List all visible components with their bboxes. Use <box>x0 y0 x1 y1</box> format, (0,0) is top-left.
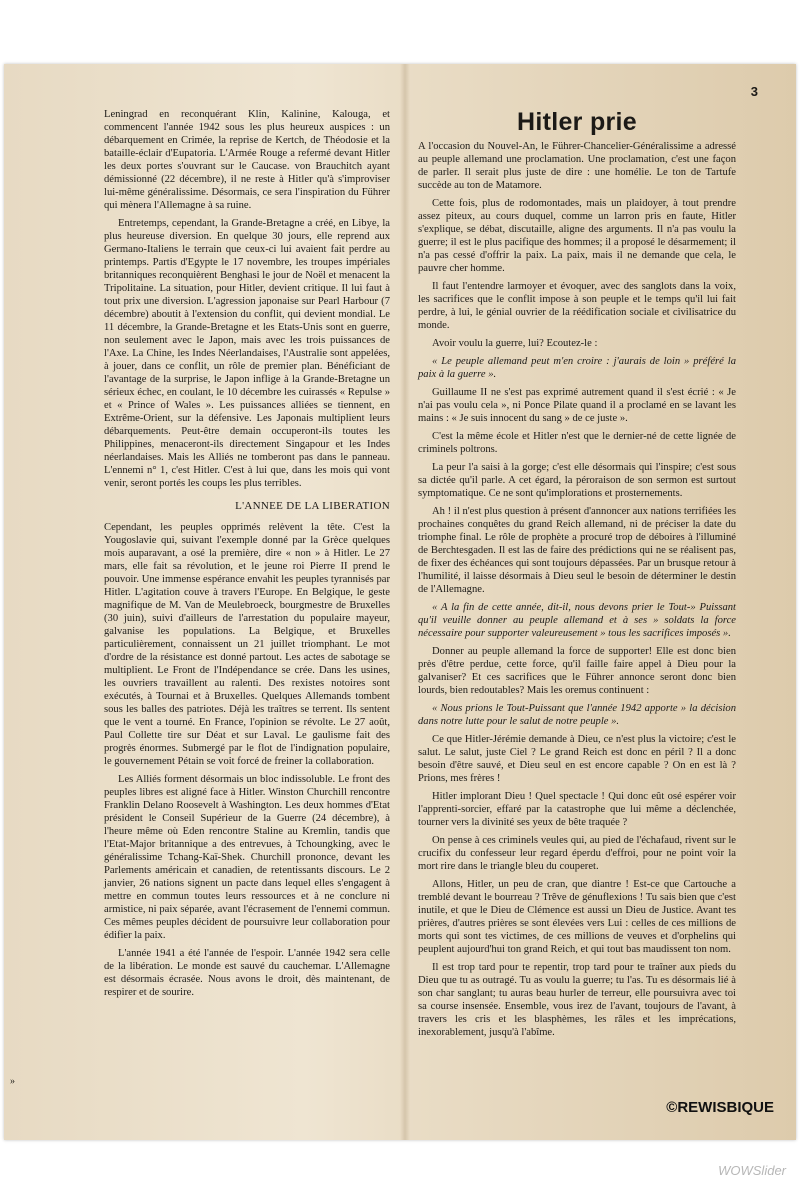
paragraph: Leningrad en reconquérant Klin, Kalinine, Kalouga, et commencent l'année 1942 sous les plus heureux auspices : un débarquement en Crimée, la reprise de Kertch, de Théodosie et la bataille-éclair d'Eupatoria. L'Armée Rouge a refermé devant Hitler les deux portes s'ouvrant sur le Caucase. von Brauchitch ayant démissionné (22 décembre), il ne reste à Hitler qu'à s'improviser lui-même généralissime. Désormais, ce sera l'inspiration du Führer qui mènera l'Allemagne à sa ruine. <box>104 109 390 211</box>
paragraph: Guillaume II ne s'est pas exprimé autrement quand il s'est écrié : « Je n'ai pas voulu cela », ni Ponce Pilate quand il a proclamé en se lavant les mains : « Je suis innocent du sang » de ce juste ». <box>418 387 736 424</box>
slider-logo: WOWSlider <box>718 1163 786 1178</box>
paragraph: « Le peuple allemand peut m'en croire : j'aurais de loin » préféré la paix à la guerre ». <box>418 356 736 380</box>
paragraph: « Nous prions le Tout-Puissant que l'année 1942 apporte » la décision dans notre lutte pour le salut de notre peuple ». <box>418 703 736 727</box>
copyright-watermark: ©REWISBIQUE <box>666 1099 774 1116</box>
paragraph: Entretemps, cependant, la Grande-Bretagne a créé, en Libye, la plus heureuse diversion. En quelque 30 jours, elle reprend aux Germano-Italiens le terrain que ceux-ci lui avaient fait perdre au printemps. Partis d'Egypte le 17 novembre, les troupes impériales britanniques reconquièrent Benghasi le jour de Noël et menacent la Tripolitaine. La situation, pour Hitler, devient critique. Il lui faut à tout prix une diversion. L'agression japonaise sur Pearl Harbour (7 décembre) aboutit à l'extension du conflit, qui devient mondial. Le 11 décembre, la Grande-Bretagne et les Etats-Unis sont en guerre, non seulement avec le Japon, mais avec les trois puissances de l'Axe. La Chine, les Indes Néerlandaises, l'Australie sont appelées, à jouer, dans ce conflit, un rôle de premier plan. Bénéficiant de l'avantage de la surprise, le Japon inflige à la Grande-Bretagne un sérieux échec, en coulant, le 10 décembre les cuirassés « Repulse » et « Prince of Wales ». Les puissances alliées se tiennent, en Extrême-Orient, sur la défensive. Les Japonais multiplient leurs débarquements. Peut-être demain occuperont-ils toutes les Philippines, menaceront-ils directement Singapour et les Indes néerlandaises. Mais les Alliés ne tomberont pas dans le panneau. L'ennemi n° 1, c'est Hitler. C'est à lui que, dans les mois qui vont venir, seront portés les coups les plus terribles. <box>104 218 390 489</box>
right-column <box>418 108 736 1044</box>
paragraph: A l'occasion du Nouvel-An, le Führer-Chancelier-Généralissime a adressé au peuple allemand une proclamation. Une proclamation, c'est une façon de parler. Il serait plus juste de dire : une homélie. Le ton de Tartufe succède au ton de Matamore. <box>418 141 736 191</box>
page-fold <box>400 64 410 1140</box>
article-title: Hitler prie <box>517 108 637 136</box>
paragraph: C'est la même école et Hitler n'est que le dernier-né de cette lignée de criminels poltrons. <box>418 431 736 455</box>
paragraph: Hitler implorant Dieu ! Quel spectacle ! Qui donc eût osé espérer voir l'apprenti-sorcier, effaré par la catastrophe que lui même a déclenchée, tourner vers la divinité ses yeux de bête traquée ? <box>418 791 736 828</box>
paragraph: « A la fin de cette année, dit-il, nous devons prier le Tout-» Puissant qu'il veuille donner au peuple allemand et à ses » soldats la force nécessaire pour supporter valeureusement » tous les sacrifices imposés ». <box>418 602 736 639</box>
paragraph: Il est trop tard pour te repentir, trop tard pour te traîner aux pieds du Dieu que tu as outragé. Tu as voulu la guerre; tu l'as. Tu es désormais lié à son char sanglant; tu auras beau hurler de terreur, elle poursuivra avec toi sa course insensée. Ensemble, vous irez de l'avant, toujours de l'avant, à travers les cris et les blasphèmes, les râles et les imprécations, inexorablement, jusqu'à l'abîme. <box>418 962 736 1038</box>
margin-mark: » <box>10 1076 15 1087</box>
paragraph: Allons, Hitler, un peu de cran, que diantre ! Est-ce que Cartouche a tremblé devant le bourreau ? Trêve de génuflexions ! Tu sais bien que c'est inutile, et que le Dieu de Clémence est aussi un Dieu de Justice. Avant tes prières, d'autres prières se sont élevées vers Lui : celles de ces millions de morts qui sont tes victimes, de ces millions de veuves et d'orphelins qui peuplent aujourd'hui ton grand Reich, et qui tout bas maudissent ton nom. <box>418 879 736 955</box>
newspaper-page <box>4 64 796 1140</box>
paragraph: Cette fois, plus de rodomontades, mais un plaidoyer, à tout prendre assez piteux, au cours duquel, comme un larron pris en faute, Hitler s'explique, se débat, discutaille, aligne des arguments. Il n'a pas voulu la guerre; il est le plus pacifique des hommes; il a proposé le désarmement; il n'a pas cessé d'offrir la paix. La paix, mais il ne demande que cela, le pauvre cher homme. <box>418 198 736 274</box>
left-paragraphs <box>104 108 390 490</box>
paragraph: Ah ! il n'est plus question à présent d'annoncer aux nations terrifiées les prochaines conquêtes du grand Reich allemand, ni de préciser la date du triomphe final. Le rôle de prophète a procuré trop de déboires à l'illuminé de Berchtesgaden. Il est las de faire des prédictions qui ne se réalisent pas, de fixer des échéances qui sont toujours dépassées. Par un brusque retour à l'humilité, il laisse désormais à Dieu seul le besoin de déterminer le destin de l'Allemagne. <box>418 506 736 595</box>
paragraph: La peur l'a saisi à la gorge; c'est elle désormais qui l'inspire; c'est sous sa dictée qu'il parle. A cet égard, la péroraison de son sermon est surtout symptomatique. Ce ne sont qu'implorations et prosternements. <box>418 462 736 499</box>
paragraph: L'année 1941 a été l'année de l'espoir. L'année 1942 sera celle de la libération. Le monde est sauvé du cauchemar. L'Allemagne est désormais écrasée. Nous avons le droit, dès maintenant, de respirer et de sourire. <box>104 948 390 998</box>
paragraph: Donner au peuple allemand la force de supporter! Elle est donc bien près d'être perdue, cette force, qu'il faille faire appel à Dieu pour la galvaniser? Et ces sacrifices que le Führer annonce seront donc bien lourds, bien redoutables? Mais les oremus continuent : <box>418 646 736 696</box>
left-paragraphs-after <box>104 521 390 999</box>
paragraph: Les Alliés forment désormais un bloc indissoluble. Le front des peuples libres est aligné face à Hitler. Winston Churchill rencontre Franklin Delano Roosevelt à Washington. Les deux hommes d'Etat président le Conseil Supérieur de la Guerre (24 décembre), à l'heure même où Eden rencontre Staline au Kremlin, tandis que l'Etat-Major britannique a des entrevues, à Tchoungking, avec le généralissime Tchang-Kaï-Shek. Churchill prononce, devant les Parlements américain et canadien, de retentissants discours. Le 2 janvier, 26 nations signent un pacte dans lequel elles s'engagent à mettre en commun toutes leurs ressources et à ne conclure ni armistice, ni paix séparée, avant l'écrasement de l'ennemi commun. Ces mêmes peuples décident de poursuivre leur collaboration pour édifier la paix. <box>104 774 390 941</box>
page-number: 3 <box>750 84 758 99</box>
right-paragraphs <box>418 140 736 1039</box>
paragraph: Avoir voulu la guerre, lui? Ecoutez-le : <box>432 338 598 349</box>
paragraph: Il faut l'entendre larmoyer et évoquer, avec des sanglots dans la voix, les sacrifices que le conflit impose à son peuple et le temps qu'il lui fait perdre, à lui, le génial ouvrier de la réédification sociale et civilisatrice du monde. <box>418 281 736 331</box>
section-heading: L'ANNEE DE LA LIBERATION <box>235 500 390 512</box>
left-column <box>104 108 390 1004</box>
paragraph: Ce que Hitler-Jérémie demande à Dieu, ce n'est plus la victoire; c'est le salut. Le salut, juste Ciel ? Le grand Reich est donc en péril ? Il a donc besoin d'être sauvé, et Dieu seul en est encore capable ? On en est là ? Prions, mes frères ! <box>418 734 736 784</box>
paragraph: On pense à ces criminels veules qui, au pied de l'échafaud, rivent sur le crucifix du confesseur leur regard éperdu d'effroi, pour ne point voir la mort rire dans le triangle bleu du couperet. <box>418 835 736 872</box>
paragraph: Cependant, les peuples opprimés relèvent la tête. C'est la Yougoslavie qui, suivant l'exemple donné par la Grèce quelques mois auparavant, a osé la première, dire « non » à Hitler. Le 27 mars, elle fait sa révolution, et le jeune roi Pierre II prend le pouvoir. Une immense espérance envahit les peuples tyrannisés par Hitler. L'agitation couve à travers l'Europe. En Belgique, le geste magnifique de M. Van de Meulebroeck, bourgmestre de Bruxelles (30 juin), suivi d'ailleurs de l'arrestation du populaire mayeur, galvanise les populations. La Belgique, et Bruxelles particulièrement, connaissent un 21 juillet triomphant. Le mot d'ordre de la résistance est donné partout. Les actes de sabotage se multiplient. Le Front de l'Indépendance se crée. Dans les usines, les ouvriers travaillent au ralenti. Des rexistes notoires sont exécutés, à Tournai et à Bruxelles. Quelques Allemands tombent sous les balles des patriotes. Déjà les traîtres se terrent. Ils sentent que le vent a tourné. En France, l'opinion se révolte. Le 27 août, Paul Collette tire sur Déat et sur Laval. Le gaulisme fait des progrès énormes. Submergé par le flot de l'indignation populaire, le gouvernement Pétain se voit forcé de freiner la collaboration. <box>104 522 390 767</box>
